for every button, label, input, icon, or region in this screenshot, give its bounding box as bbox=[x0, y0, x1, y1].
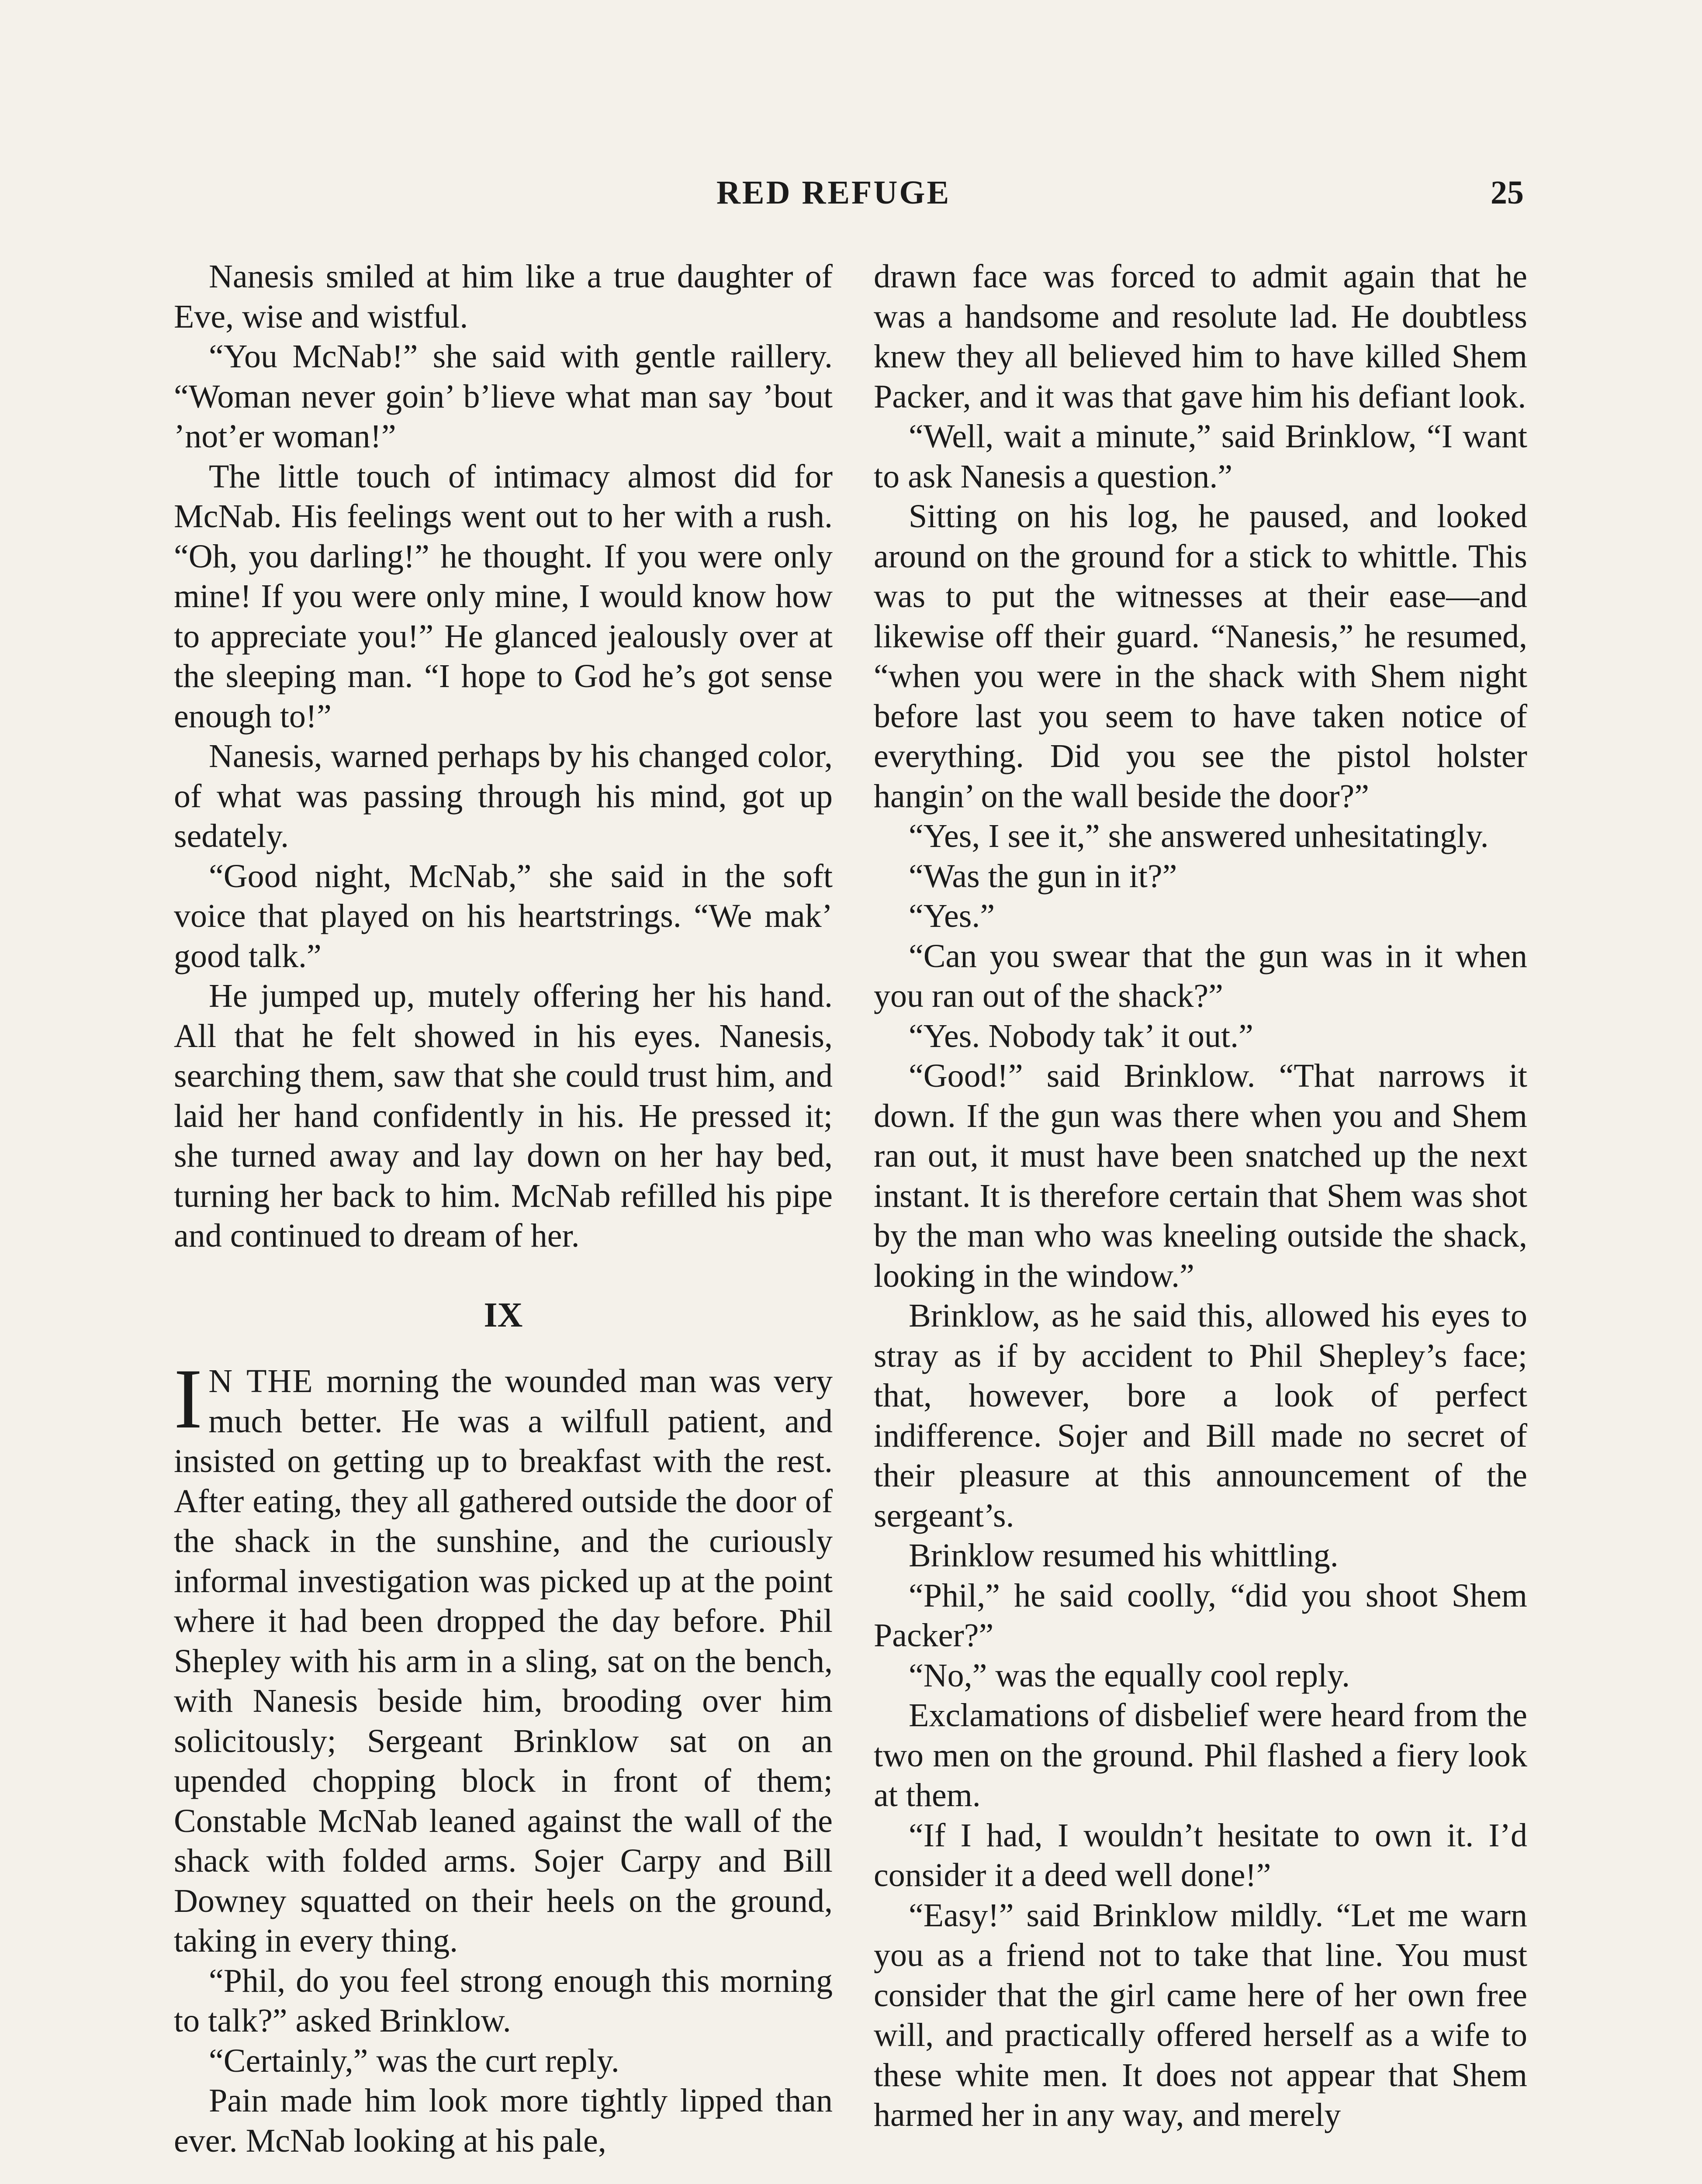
paragraph: “Yes. Nobody tak’ it out.” bbox=[909, 1017, 1253, 1054]
paragraph: Brinklow resumed his whittling. bbox=[909, 1537, 1339, 1574]
paragraph: “Yes.” bbox=[909, 898, 995, 934]
paragraph: Exclamations of disbelief were heard from the two men on the ground. Phil flashed a fiery look at them. bbox=[874, 1697, 1527, 1814]
running-title: RED REFUGE bbox=[716, 174, 951, 211]
paragraph: “Good night, McNab,” she said in the soft voice that played on his heartstrings. “We mak’ good talk.” bbox=[174, 857, 833, 975]
paragraph: “If I had, I wouldn’t hesitate to own it. I’d consider it a deed well done!” bbox=[874, 1817, 1527, 1894]
paragraph: “Easy!” said Brinklow mildly. “Let me warn you as a friend not to take that line. You must consider that the girl came here of her own free will, and practically offered herself as a wife to these white men. It does not appear that Shem harmed her in any way, and merely bbox=[874, 1897, 1527, 2133]
paragraph: Nanesis, warned perhaps by his changed color, of what was passing through his mind, got up sedately. bbox=[174, 738, 833, 854]
paragraph: Pain made him look more tightly lipped than ever. McNab looking at his pale, bbox=[174, 2082, 833, 2159]
paragraph: He jumped up, mutely offering her his hand. All that he felt showed in his eyes. Nanesis, searching them, saw that she could trust him, and laid her hand confidently in his. He pressed it; she turned away and lay down on her hay bed, turning her back to him. McNab refilled his pipe and continued to dream of her. bbox=[174, 978, 833, 1254]
paragraph: “Can you swear that the gun was in it when you ran out of the shack?” bbox=[874, 937, 1527, 1014]
paragraph: “Good!” said Brinklow. “That narrows it down. If the gun was there when you and Shem ran out, it must have been snatched up the next instant. It is therefore certain that Shem was shot by the man who was kneeling outside the shack, looking in the window.” bbox=[874, 1057, 1527, 1294]
paragraph: Brinklow, as he said this, allowed his eyes to stray as if by accident to Phil Shepley’s face; that, however, bore a look of perfect indifference. Sojer and Bill made no secret of their pleasure at this announcement of the sergeant’s. bbox=[874, 1297, 1527, 1534]
left-column bbox=[174, 257, 833, 2161]
opening-text: morning the wounded man was very much better. He was a wilfull patient, and insisted on getting up to breakfast with the rest. After eating, they all gathered outside the door of the shack in the sunshine, and the curiously informal investigation was picked up at the point where it had been dropped the day before. Phil Shepley with his arm in a sling, sat on the bench, with Nanesis beside him, brooding over him solicitously; Sergeant Brinklow sat on an upended chopping block in front of them; Constable McNab leaned against the wall of the shack with folded arms. Sojer Carpy and Bill Downey squatted on their heels on the ground, taking in every thing. bbox=[174, 1363, 833, 1959]
right-column bbox=[874, 257, 1527, 2136]
drop-cap: I bbox=[174, 1351, 203, 1446]
paragraph: “Was the gun in it?” bbox=[909, 857, 1177, 895]
chapter-opening-paragraph bbox=[174, 1351, 833, 1961]
paragraph: “No,” was the equally cool reply. bbox=[909, 1657, 1350, 1694]
paragraph: “Phil,” he said coolly, “did you shoot Shem Packer?” bbox=[874, 1577, 1527, 1654]
paragraph: “Certainly,” was the curt reply. bbox=[209, 2042, 619, 2079]
opening-small-caps: N THE bbox=[208, 1363, 314, 1400]
paragraph: Nanesis smiled at him like a true daughter of Eve, wise and wistful. bbox=[174, 258, 833, 335]
chapter-heading: IX bbox=[484, 1296, 523, 1334]
paragraph: “Well, wait a minute,” said Brinklow, “I want to ask Nanesis a question.” bbox=[874, 418, 1527, 495]
paragraph: “Phil, do you feel strong enough this morning to talk?” asked Brinklow. bbox=[174, 1962, 833, 2039]
paragraph: Sitting on his log, he paused, and looked around on the ground for a stick to whittle. This was to put the witnesses at their ease—and likewise off their guard. “Nanesis,” he resumed, “when you were in the shack with Shem night before last you seem to have taken notice of everything. Did you see the pistol holster hangin’ on the wall beside the door?” bbox=[874, 498, 1527, 815]
paragraph: “You McNab!” she said with gentle raillery. “Woman never goin’ b’lieve what man say ’bout ’not’er woman!” bbox=[174, 338, 833, 455]
page-number: 25 bbox=[1491, 174, 1524, 211]
paragraph: “Yes, I see it,” she answered unhesitatingly. bbox=[909, 818, 1489, 854]
paragraph: The little touch of intimacy almost did for McNab. His feelings went out to her with a rush. “Oh, you darling!” he thought. If you were only mine! If you were only mine, I would know how to appreciate you!” He glanced jealously over at the sleeping man. “I hope to God he’s got sense enough to!” bbox=[174, 458, 833, 735]
continued-paragraph: drawn face was forced to admit again that he was a handsome and resolute lad. He doubtless knew they all believed him to have killed Shem Packer, and it was that gave him his defiant look. bbox=[874, 258, 1527, 415]
